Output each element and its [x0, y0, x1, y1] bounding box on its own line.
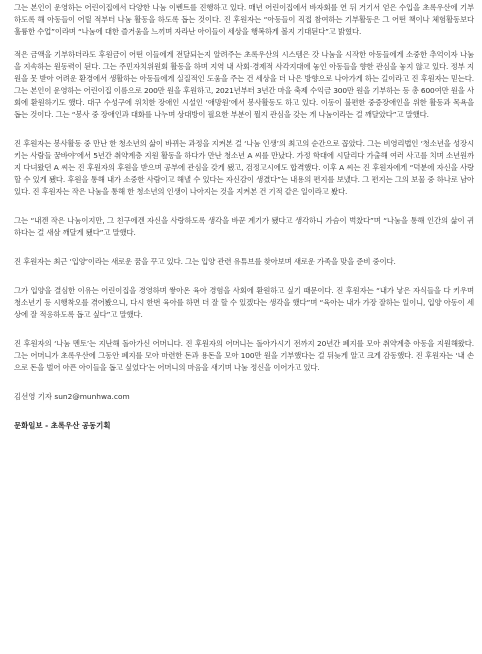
- article-paragraph-7: 진 후원자의 ‘나눔 멘토’는 지난해 돌아가신 어머니다. 진 후원자의 어머니는 돌아가시기 전까지 20년간 폐지를 모아 취약계층 아동을 지원해왔다. 그는 어머니가 초록우산에 그동안 폐지를 모아 마련한 돈과 용돈을 모아 100만 원을 기부했다는 걸 뒤늦게 알고 크게 감동했다. 진 후원자는 ‘내 손으로 돈을 벌어 아픈 아이들을 돕고 싶었다’는 어머니의 마음을 새기며 나눔 정신을 이어가고 있다.: [14, 339, 474, 372]
- reporter-byline: 김선영 기자 sun2@munhwa.com: [14, 392, 130, 401]
- article-paragraph-2: 적은 금액을 기부하더라도 후원금이 어떤 이들에게 전달되는지 알려주는 초록우산의 시스템은 갓 나눔을 시작한 아동들에게 소중한 추억이자 나눔을 지속하는 원동력이 된다. 그는 주민자치위원회 활동을 하며 지역 내 사회·경제적 사각지대에 놓인 아동들을 향한 관심을 놓지 않고 있다. 정부 지원을 못 받아 어려운 환경에서 생활하는 아동들에게 실질적인 도움을 주는 건 세상을 더 나은 방향으로 나아가게 하는 길이라고 진 후원자는 믿는다. 그는 본인이 운영하는 어린이집 이름으로 200만 원을 후원하고, 2021년부터 3년간 마을 축제 수익금 300만 원을 기부하는 등 총 600여만 원을 사회에 환원하기도 했다. 대구 수성구에 위치한 장애인 시설인 ‘애망원’에서 봉사활동도 하고 있다. 이동이 불편한 중증장애인을 위한 활동과 목욕을 돕는 것이다. 그는 “봉사 중 장애인과 대화를 나누며 상대방이 필요한 부분이 뭘지 관심을 갖는 게 나눔이라는 걸 깨달았다”고 말했다.: [14, 50, 474, 119]
- article-paragraph-6: 그가 입양을 결심한 이유는 어린이집을 경영하며 쌓아온 육아 경험을 사회에 환원하고 싶기 때문이다. 진 후원자는 “내가 낳은 자식들을 다 키우며 청소년기 등 시행착오를 겪어봤으니, 다시 한번 육아를 하면 더 잘 할 수 있겠다는 생각을 했다”며 “육아는 내가 가장 잘하는 일이니, 입양 아동이 세상에 잘 적응하도록 돕고 싶다”고 말했다.: [14, 286, 474, 319]
- article-paragraph-4: 그는 “내겐 작은 나눔이지만, 그 친구에겐 자신을 사랑하도록 생각을 바꾼 계기가 됐다고 생각하니 가슴이 벅찼다”며 “나눔을 통해 인간의 삶이 귀하다는 걸 새삼 깨달게 됐다”고 말했다.: [14, 216, 474, 237]
- article-paragraph-1: 그는 본인이 운영하는 어린이집에서 다양한 나눔 이벤트를 진행하고 있다. 매년 어린이집에서 바자회를 연 뒤 거기서 얻은 수입을 초록우산에 기부하도록 해 아동들이 어릴 적부터 나눔 활동을 하도록 돕는 것이다. 진 후원자는 “아동들이 직접 참여하는 기부활동은 그 어떤 책이나 체험활동보다 훌륭한 수업”이라며 “나눔에 대한 즐거움을 느끼며 자라난 아이들이 세상을 행복하게 볼지 기대된다”고 밝혔다.: [14, 3, 474, 36]
- publication-credit: 문화일보 - 초록우산 공동기획: [14, 421, 111, 430]
- article-paragraph-5: 진 후원자는 최근 ‘입양’이라는 새로운 꿈을 꾸고 있다. 그는 입양 관련 유튜브를 찾아보며 새로운 가족을 맞을 준비 중이다.: [14, 257, 396, 266]
- article-paragraph-3: 진 후원자는 봉사활동 중 만난 한 청소년의 삶이 바뀌는 과정을 지켜본 걸 ‘나눔 인생’의 최고의 순간으로 꼽았다. 그는 비영리법인 ‘청소년을 성장시키는 사람들 꿈바야’에서 5년간 취약계층 지원 활동을 하다가 만난 청소년 A 씨를 만났다. 가정 학대에 시달리다 가출해 여러 사고를 치며 소년원까지 다녀왔던 A 씨는 진 후원자의 후원을 받으며 공부에 관심을 갖게 됐고, 검정고시에도 합격했다. 이후 A 씨는 진 후원자에게 “덕분에 자신을 사랑할 수 있게 됐다. 후원을 통해 내가 소중한 사람이고 해낼 수 있다는 자신감이 생겼다”는 내용의 편지를 보냈다. 그 편지는 그의 보물 중 하나로 남아 있다. 진 후원자는 작은 나눔을 통해 한 청소년의 인생이 나아지는 것을 지켜본 건 기적 같은 일이라고 봤다.: [14, 139, 474, 196]
